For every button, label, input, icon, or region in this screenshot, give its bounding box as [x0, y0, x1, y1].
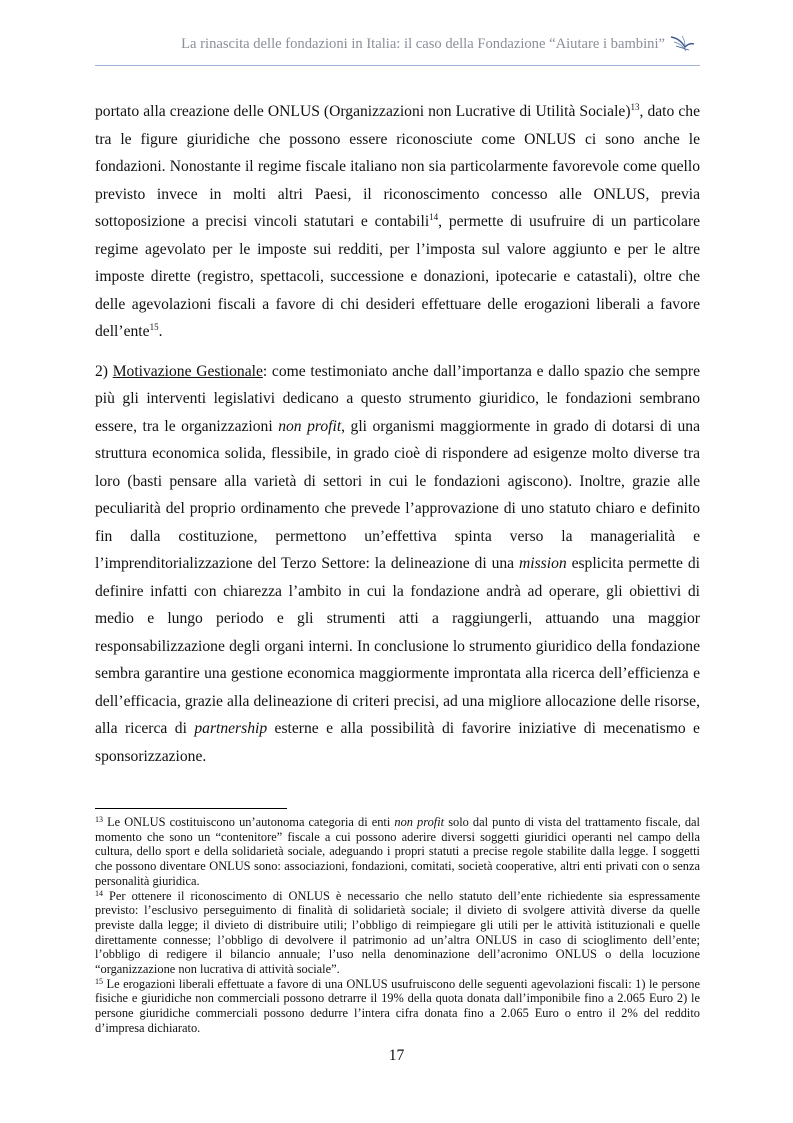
header-rule	[95, 65, 700, 66]
page-number: 17	[388, 1047, 405, 1064]
header-title: La rinascita delle fondazioni in Italia: il caso della Fondazione “Aiutare i bambini”	[181, 36, 665, 52]
paragraph-motivazione-gestionale: 2) Motivazione Gestionale: come testimoniato anche dall’importanza e dallo spazio che sempre più gli interventi legislativi dedicano a questo strumento giuridico, le fondazioni sembrano essere, tra le organizzazioni non profit, gli organismi maggiormente in grado di dotarsi di una struttura economica solida, flessibile, in grado cioè di rispondere ad esigenze molto diverse tra loro (basti pensare alla varietà di settori in cui le fondazioni agiscono). Inoltre, grazie alle peculiarità del proprio ordinamento che prevede l’approvazione di uno statuto chiaro e definito fin dalla costituzione, permettono un’effettiva spinta verso la managerialità e l’imprenditorializzazione del Terzo Settore: la delineazione di una mission esplicita permette di definire infatti con chiarezza l’ambito in cui la fondazione andrà ad operare, gli obiettivi di medio e lungo periodo e gli strumenti atti a raggiungerli, attuando una maggior responsabilizzazione degli organi interni. In conclusione lo strumento giuridico della fondazione sembra garantire una gestione economica maggiormente improntata alla ricerca dell’efficienza e dell’efficacia, grazie alla delineazione di criteri precisi, ad una migliore allocazione delle risorse, alla ricerca di partnership esterne e alla possibilità di favorire iniziative di mecenatismo e sponsorizzazione.	[95, 362, 700, 765]
running-header	[95, 34, 695, 60]
main-text	[95, 98, 700, 770]
footnotes	[95, 815, 700, 1036]
footnote-separator	[95, 808, 287, 809]
footnote-15: $^{15}$ Le erogazioni liberali effettuate a favore di una ONLUS usufruiscono delle seguenti agevolazioni fiscali: 1) le persone fisiche e giuridiche non commerciali possono detrarre il 19% della quota donata dall’imponibile fino a 2.065 Euro 2) le persone giuridiche commerciali possono dedurre l’intera cifra donata fino a 2.065 Euro o entro il 2% del reddito d’impresa dichiarato.	[95, 976, 700, 1035]
footnote-14: $^{14}$ Per ottenere il riconoscimento di ONLUS è necessario che nello statuto dell’ente richiedente sia espressamente previsto: l’esclusivo perseguimento di finalità di solidarietà sociale; il divieto di svolgere attività diverse da quelle previste dalla legge; il divieto di distribuire utili; l’obbligo di reimpiegare gli utili per le attività istituzionali e quelle direttamente connesse; l’obbligo di devolvere il patrimonio ad un’altra ONLUS in caso di scioglimento dell’ente; l’obbligo di redigere il bilancio annuale; l’uso nella denominazione dell’acronimo ONLUS o della locuzione “organizzazione non lucrativa di attività sociale”.	[95, 888, 700, 977]
footnote-13: $^{13}$ Le ONLUS costituiscono un’autonoma categoria di enti non profit solo dal punto di vista del trattamento fiscale, dal momento che sono un “contenitore” fiscale a cui possono aderire diversi soggetti giuridici operanti nel campo della cultura, dello sport e della solidarietà sociale, adeguando i propri statuti a precise regole stabilite dalla legge. I soggetti che possono diventare ONLUS sono: associazioni, fondazioni, comitati, società cooperative, altri enti privati con o senza personalità giuridica.	[95, 815, 701, 888]
footnote-ref-14: 14	[429, 212, 439, 222]
section-heading: Motivazione Gestionale	[112, 362, 263, 380]
footnote-ref-13: 13	[630, 102, 640, 112]
footnote-ref-15: 15	[149, 322, 159, 332]
paragraph-onlus: portato alla creazione delle ONLUS (Organizzazioni non Lucrative di Utilità Sociale)$^{13}$, dato che tra le figure giuridiche che possono essere riconosciute come ONLUS ci sono anche le fondazioni. Nonostante il regime fiscale italiano non sia particolarmente favorevole come quello previsto invece in molti altri Paesi, il riconoscimento concesso alle ONLUS, previa sottoposizione a precisi vincoli statutari e contabili$^{14}$, permette di usufruire di un particolare regime agevolato per le imposte sui redditi, per l’imposta sul valore aggiunto e per le altre imposte dirette (registro, spettacoli, successione e donazioni, ipotecarie e catastali), oltre che delle agevolazioni fiscali a favore di chi desideri effettuare delle erogazioni liberali a favore dell’ente$^{15}$.	[95, 102, 700, 340]
bird-logo-icon	[669, 34, 695, 54]
